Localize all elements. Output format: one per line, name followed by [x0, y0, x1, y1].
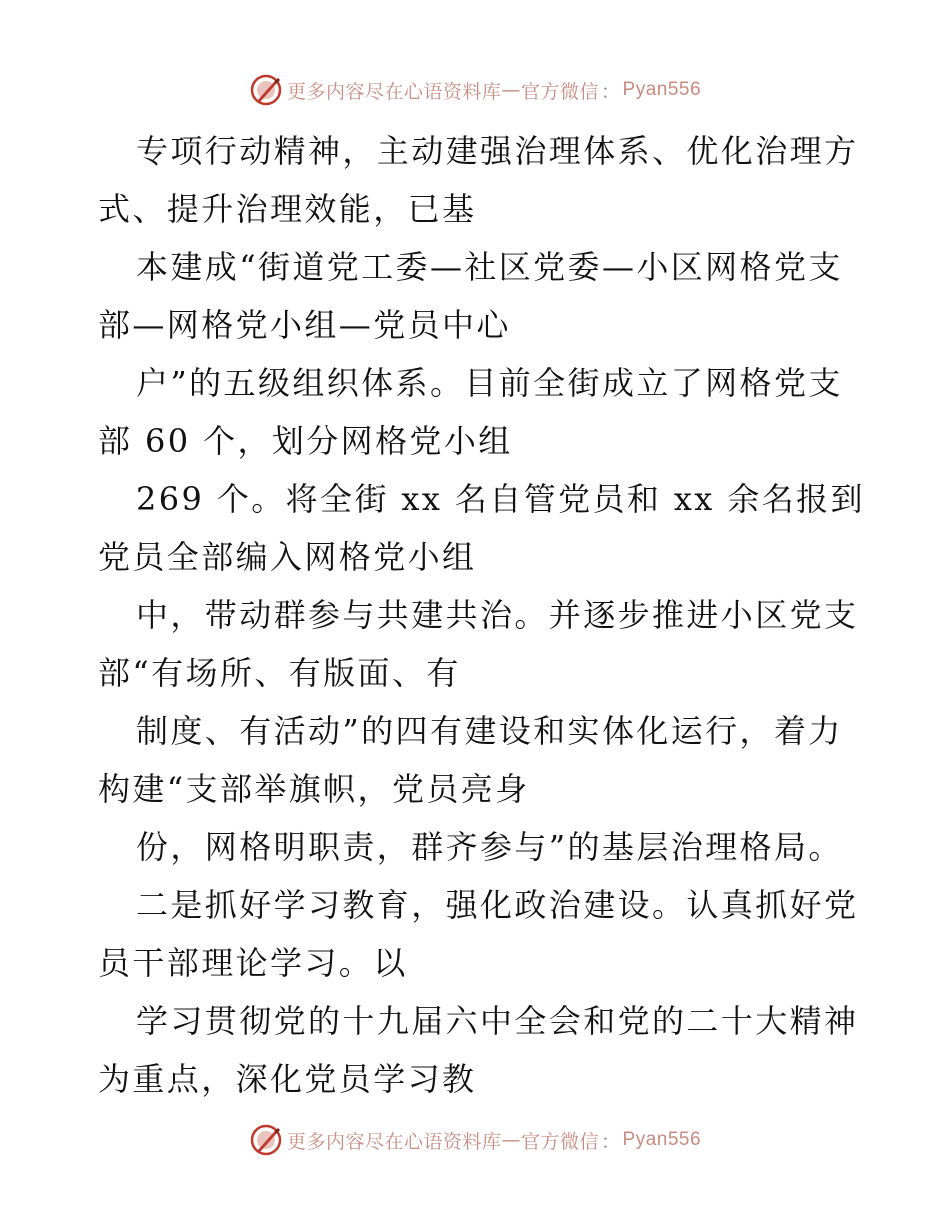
text-line: 中，带动群参与共建共治。并逐步推进小区党支 — [136, 596, 859, 634]
text-line: 户”的五级组织体系。目前全街成立了网格党支 — [136, 364, 843, 402]
text-line: 员干部理论学习。以 — [98, 944, 408, 982]
watermark-sub-text: 官方微信 — [520, 80, 599, 103]
text-line: 部“有场所、有版面、有 — [98, 654, 461, 692]
text-line: 式、提升治理效能，已基 — [98, 190, 477, 228]
watermark-separator: — — [501, 1129, 521, 1151]
header-watermark — [0, 70, 950, 110]
text-line: 党员全部编入网格党小组 — [98, 538, 477, 576]
document-body — [98, 122, 865, 1108]
watermark-main-text: 更多内容尽在心语资料库 — [286, 1130, 502, 1153]
watermark-colon: ： — [601, 80, 621, 103]
text-line: 本建成“街道党工委—社区党委—小区网格党支 — [136, 248, 843, 286]
text-line: 构建“支部举旗帜，党员亮身 — [98, 770, 530, 808]
text-line: 专项行动精神，主动建强治理体系、优化治理方 — [136, 132, 859, 170]
text-line: 部—网格党小组—党员中心 — [98, 306, 511, 344]
text-line: 部 60 个，划分网格党小组 — [98, 422, 513, 460]
text-line: 份，网格明职责，群齐参与”的基层治理格局。 — [136, 828, 843, 866]
text-line: 二是抓好学习教育，强化政治建设。认真抓好党 — [136, 886, 859, 924]
watermark-wechat-id: Pyan556 — [622, 1129, 702, 1150]
text-line: 为重点，深化党员学习教 — [98, 1060, 477, 1098]
pen-logo-icon — [249, 1123, 283, 1157]
text-line: 学习贯彻党的十九届六中全会和党的二十大精神 — [136, 1002, 859, 1040]
text-line: 269 个。将全街 xx 名自管党员和 xx 余名报到 — [136, 480, 865, 518]
watermark-colon: ： — [601, 1130, 621, 1153]
text-line: 制度、有活动”的四有建设和实体化运行，着力 — [136, 712, 843, 750]
watermark-main-text: 更多内容尽在心语资料库 — [286, 80, 502, 103]
footer-watermark — [0, 1120, 950, 1160]
watermark-sub-text: 官方微信 — [520, 1130, 599, 1153]
watermark-separator: — — [501, 79, 521, 101]
pen-logo-icon — [249, 73, 283, 107]
watermark-wechat-id: Pyan556 — [622, 79, 702, 100]
